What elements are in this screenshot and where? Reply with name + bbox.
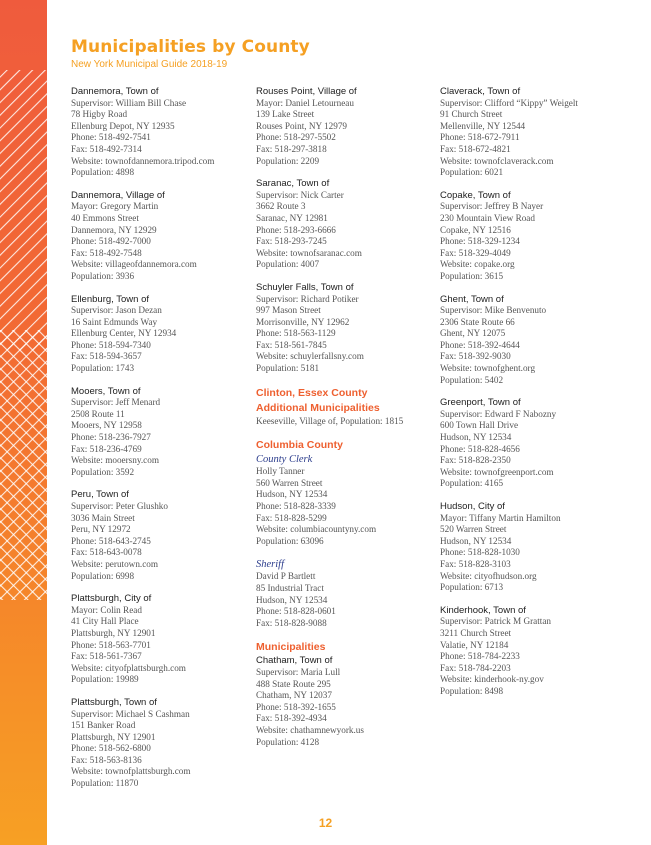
- website-line: Website: townofgreenport.com: [440, 466, 554, 477]
- section-heading-columbia: Columbia County: [256, 439, 343, 452]
- official-line: Supervisor: Clifford “Kippy” Weigelt: [440, 97, 578, 108]
- municipality-name: Dannemora, Town of: [71, 86, 159, 97]
- phone-line: Phone: 518-828-1030: [440, 547, 520, 558]
- municipality-name: Claverack, Town of: [440, 86, 521, 97]
- municipality-entry: [71, 294, 256, 375]
- address-line: 560 Warren Street: [256, 477, 323, 488]
- address-line: 139 Lake Street: [256, 109, 315, 120]
- city-line: Rouses Point, NY 12979: [256, 120, 348, 131]
- population-line: Population: 3592: [71, 466, 135, 477]
- address-line: 85 Industrial Tract: [256, 583, 324, 593]
- fax-line: Fax: 518-236-4769: [71, 443, 142, 454]
- official-line: Supervisor: William Bill Chase: [71, 97, 187, 108]
- fax-line: Fax: 518-563-8136: [71, 754, 142, 765]
- municipality-name: Copake, Town of: [440, 189, 511, 201]
- website-line: Website: townofplattsburgh.com: [71, 766, 191, 777]
- phone-line: Phone: 518-784-2233: [440, 651, 520, 662]
- official-line: Mayor: Gregory Martin: [71, 201, 159, 212]
- municipality-entry: [71, 86, 256, 179]
- municipality-name: Kinderhook, Town of: [440, 604, 526, 616]
- city-line: Valatie, NY 12184: [440, 639, 509, 650]
- website-line: Website: cityofplattsburgh.com: [71, 662, 186, 673]
- city-line: Mooers, NY 12958: [71, 420, 142, 431]
- municipality-entry: [256, 86, 441, 167]
- municipality-name: Plattsburgh, City of: [71, 593, 152, 605]
- clinton-essex-section: [256, 386, 441, 428]
- fax-line: Fax: 518-828-9088: [256, 617, 327, 628]
- columbia-county-section: [256, 438, 441, 547]
- phone-line: Phone: 518-672-7911: [440, 132, 520, 143]
- fax-line: Fax: 518-828-5299: [256, 512, 327, 523]
- municipality-entry: [71, 386, 256, 479]
- municipality-name: Hudson, City of: [440, 501, 505, 512]
- official-line: Supervisor: Maria Lull: [256, 666, 341, 677]
- municipality-entry: [440, 501, 625, 594]
- municipality-name: Plattsburgh, Town of: [71, 696, 157, 708]
- column-3: [440, 86, 625, 709]
- fax-line: Fax: 518-672-4821: [440, 143, 511, 154]
- fax-line: Fax: 518-492-7548: [71, 247, 142, 258]
- population-line: Population: 5181: [256, 363, 320, 374]
- phone-line: Phone: 518-562-6800: [71, 743, 151, 754]
- phone-line: Phone: 518-828-0601: [256, 606, 336, 617]
- city-line: Hudson, NY 12534: [256, 594, 328, 605]
- fax-line: Fax: 518-643-0078: [71, 547, 142, 558]
- city-line: Hudson, NY 12534: [440, 432, 512, 443]
- official-line: Supervisor: Patrick M Grattan: [440, 616, 551, 627]
- city-line: Plattsburgh, NY 12901: [71, 627, 156, 638]
- municipality-entry: [440, 294, 625, 387]
- city-line: Hudson, NY 12534: [256, 489, 328, 500]
- city-line: Ellenburg Depot, NY 12935: [71, 120, 175, 131]
- sheriff-heading: Sheriff: [256, 559, 284, 571]
- address-line: 151 Banker Road: [71, 720, 136, 731]
- address-line: 997 Mason Street: [256, 305, 321, 316]
- official-line: Supervisor: Mike Benvenuto: [440, 305, 547, 316]
- phone-line: Phone: 518-492-7000: [71, 236, 151, 247]
- fax-line: Fax: 518-561-7845: [256, 339, 327, 350]
- fax-line: Fax: 518-329-4049: [440, 247, 511, 258]
- official-line: Supervisor: Peter Glushko: [71, 501, 168, 511]
- website-line: Website: villageofdannemora.com: [71, 259, 197, 270]
- official-line: Supervisor: Jason Dezan: [71, 305, 162, 316]
- address-line: 3036 Main Street: [71, 512, 135, 523]
- website-line: Website: kinderhook-ny.gov: [440, 674, 544, 685]
- phone-line: Phone: 518-563-7701: [71, 639, 151, 650]
- website-line: Website: schuylerfallsny.com: [256, 351, 364, 362]
- fax-line: Fax: 518-392-9030: [440, 351, 511, 362]
- phone-line: Phone: 518-293-6666: [256, 224, 336, 235]
- website-line: Website: townofclaverack.com: [440, 155, 554, 166]
- fax-line: Fax: 518-784-2203: [440, 662, 511, 673]
- section-heading-additional: Additional Municipalities: [256, 401, 380, 414]
- population-line: Population: 1743: [71, 363, 135, 374]
- population-line: Population: 4007: [256, 259, 320, 270]
- fax-line: Fax: 518-293-7245: [256, 236, 327, 247]
- municipality-entry: [71, 489, 256, 582]
- address-line: 230 Mountain View Road: [440, 212, 535, 223]
- city-line: Mellenville, NY 12544: [440, 120, 526, 131]
- city-line: Copake, NY 12516: [440, 224, 511, 235]
- city-line: Ghent, NY 12075: [440, 328, 506, 339]
- official-line: Mayor: Daniel Letourneau: [256, 97, 354, 108]
- address-line: 2508 Route 11: [71, 408, 125, 419]
- municipality-name: Mooers, Town of: [71, 385, 141, 397]
- website-line: Website: copake.org: [440, 259, 515, 270]
- municipalities-section: [256, 640, 441, 748]
- keeseville-line: Keeseville, Village of, Population: 1815: [256, 415, 404, 426]
- official-line: Supervisor: Richard Potiker: [256, 293, 359, 304]
- section-heading-clinton-essex: Clinton, Essex County: [256, 386, 368, 399]
- official-line: Mayor: Tiffany Martin Hamilton: [440, 512, 561, 523]
- fax-line: Fax: 518-594-3657: [71, 351, 142, 362]
- official-line: Supervisor: Jeff Menard: [71, 397, 161, 408]
- municipality-entry: [256, 178, 441, 271]
- municipality-name: Greenport, Town of: [440, 397, 521, 409]
- city-line: Ellenburg Center, NY 12934: [71, 328, 177, 339]
- municipality-name: Chatham, Town of: [256, 655, 333, 667]
- section-heading-municipalities: Municipalities: [256, 641, 326, 654]
- fax-line: Fax: 518-297-3818: [256, 143, 327, 154]
- address-line: 41 City Hall Place: [71, 616, 139, 627]
- municipality-name: Ghent, Town of: [440, 293, 504, 305]
- municipality-name: Dannemora, Village of: [71, 189, 165, 201]
- address-line: 16 Saint Edmunds Way: [71, 316, 158, 327]
- municipality-name: Rouses Point, Village of: [256, 86, 357, 97]
- phone-line: Phone: 518-329-1234: [440, 236, 520, 247]
- column-1: [71, 86, 256, 801]
- population-line: Population: 8498: [440, 685, 504, 696]
- phone-line: Phone: 518-563-1129: [256, 328, 336, 339]
- fax-line: Fax: 518-492-7314: [71, 143, 142, 154]
- address-line: 488 State Route 295: [256, 678, 331, 689]
- address-line: 520 Warren Street: [440, 524, 507, 535]
- county-clerk-heading: County Clerk: [256, 454, 313, 466]
- municipality-entry: [256, 282, 441, 375]
- population-line: Population: 6998: [71, 570, 135, 581]
- population-line: Population: 63096: [256, 535, 324, 546]
- municipality-entry: [440, 86, 625, 179]
- municipality-entry: [71, 190, 256, 283]
- clerk-name-line: Holly Tanner: [256, 466, 305, 477]
- phone-line: Phone: 518-594-7340: [71, 339, 151, 350]
- page-subtitle: New York Municipal Guide 2018-19: [71, 59, 228, 70]
- official-line: Mayor: Colin Read: [71, 604, 142, 615]
- phone-line: Phone: 518-492-7541: [71, 132, 151, 143]
- address-line: 40 Emmons Street: [71, 212, 139, 223]
- fax-line: Fax: 518-392-4934: [256, 713, 327, 724]
- page-title: Municipalities by County: [71, 37, 310, 57]
- fax-line: Fax: 518-828-3103: [440, 558, 511, 569]
- website-line: Website: cityofhudson.org: [440, 570, 537, 581]
- municipality-name: Saranac, Town of: [256, 178, 330, 190]
- municipality-entry: [71, 593, 256, 686]
- official-line: Supervisor: Michael S Cashman: [71, 708, 190, 719]
- address-line: 91 Church Street: [440, 109, 503, 120]
- website-line: Website: columbiacountyny.com: [256, 524, 377, 535]
- sheriff-section: [256, 558, 441, 629]
- crosshatch-pattern-icon: [0, 0, 47, 845]
- municipality-name: Peru, Town of: [71, 489, 129, 501]
- official-line: Supervisor: Jeffrey B Nayer: [440, 201, 544, 212]
- municipality-entry: [71, 697, 256, 790]
- population-line: Population: 11870: [71, 778, 139, 789]
- page-number: 12: [318, 816, 333, 830]
- phone-line: Phone: 518-392-1655: [256, 701, 336, 712]
- city-line: Hudson, NY 12534: [440, 535, 512, 546]
- column-2: [256, 86, 441, 759]
- city-line: Peru, NY 12972: [71, 524, 131, 535]
- official-line: Supervisor: Edward F Nabozny: [440, 408, 557, 419]
- city-line: Plattsburgh, NY 12901: [71, 731, 156, 742]
- municipality-name: Schuyler Falls, Town of: [256, 281, 354, 293]
- phone-line: Phone: 518-297-5502: [256, 132, 336, 143]
- address-line: 3662 Route 3: [256, 201, 306, 212]
- fax-line: Fax: 518-561-7367: [71, 651, 142, 662]
- population-line: Population: 4898: [71, 167, 135, 178]
- population-line: Population: 6021: [440, 167, 504, 178]
- phone-line: Phone: 518-392-4644: [440, 339, 520, 350]
- population-line: Population: 4128: [256, 736, 320, 747]
- phone-line: Phone: 518-643-2745: [71, 535, 151, 546]
- population-line: Population: 3615: [440, 270, 504, 281]
- website-line: Website: townofsaranac.com: [256, 247, 362, 258]
- address-line: 78 Higby Road: [71, 109, 128, 120]
- city-line: Morrisonville, NY 12962: [256, 316, 350, 327]
- fax-line: Fax: 518-828-2350: [440, 455, 511, 466]
- official-line: Supervisor: Nick Carter: [256, 189, 344, 200]
- population-line: Population: 6713: [440, 582, 504, 593]
- city-line: Dannemora, NY 12929: [71, 224, 157, 235]
- municipality-entry: [440, 605, 625, 698]
- municipality-entry: [440, 397, 625, 490]
- address-line: 600 Town Hall Drive: [440, 420, 519, 431]
- phone-line: Phone: 518-828-4656: [440, 443, 520, 454]
- city-line: Saranac, NY 12981: [256, 212, 328, 223]
- address-line: 3211 Church Street: [440, 627, 512, 638]
- population-line: Population: 4165: [440, 478, 504, 489]
- website-line: Website: townofghent.org: [440, 363, 536, 374]
- phone-line: Phone: 518-828-3339: [256, 501, 336, 512]
- website-line: Website: chathamnewyork.us: [256, 724, 364, 735]
- website-line: Website: perutown.com: [71, 558, 159, 569]
- sheriff-name-line: David P Bartlett: [256, 571, 316, 582]
- population-line: Population: 5402: [440, 374, 504, 385]
- population-line: Population: 3936: [71, 270, 135, 281]
- phone-line: Phone: 518-236-7927: [71, 432, 151, 443]
- municipality-entry: [440, 190, 625, 283]
- population-line: Population: 2209: [256, 155, 320, 166]
- website-line: Website: townofdannemora.tripod.com: [71, 155, 215, 166]
- website-line: Website: mooersny.com: [71, 455, 159, 466]
- decorative-sidebar: [0, 0, 47, 845]
- population-line: Population: 19989: [71, 674, 139, 685]
- address-line: 2306 State Route 66: [440, 316, 515, 327]
- municipality-name: Ellenburg, Town of: [71, 293, 149, 305]
- city-line: Chatham, NY 12037: [256, 690, 332, 701]
